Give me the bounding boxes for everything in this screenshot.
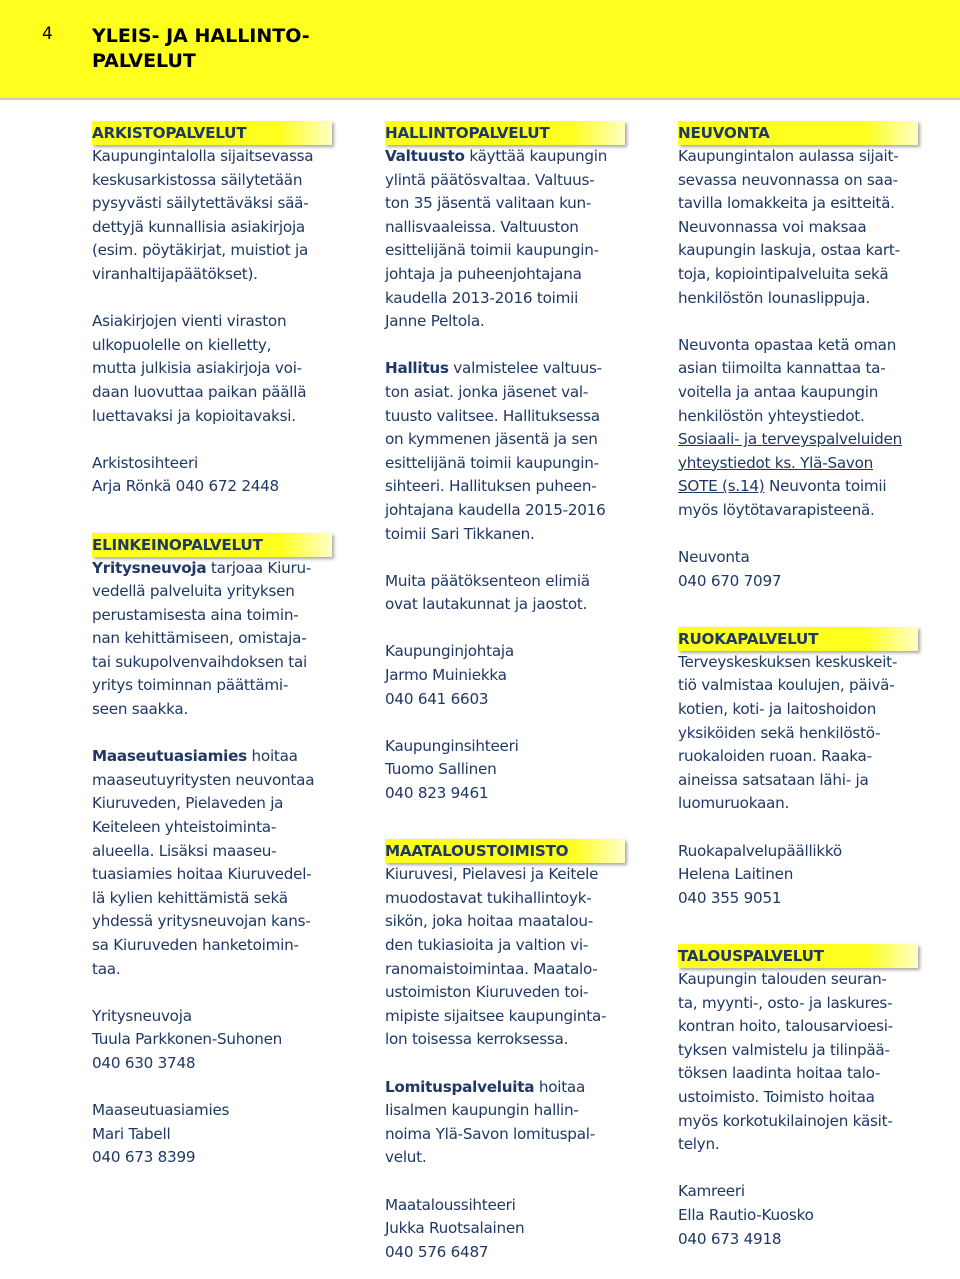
text-line: mutta julkisia asiakirjoja voi- [92, 359, 302, 378]
text-line: sikön, joka hoitaa maatalou- [385, 912, 593, 931]
text-line: 040 823 9461 [385, 784, 489, 803]
text-line: vedellä palveluita yrityksen [92, 582, 295, 601]
text-line: Ella Rautio-Kuosko [678, 1205, 814, 1224]
text-line: yritys toiminnan päättämi- [92, 676, 289, 695]
text-line: henkilöstön yhteystiedot. [678, 406, 865, 425]
arkisto-paragraph-2 [92, 310, 344, 428]
talous-paragraph-1 [678, 968, 930, 1157]
text-line: keskusarkistossa säilytetään [92, 170, 303, 189]
hallinto-contact-1 [385, 640, 637, 711]
text-line: ranomaistoimintaa. Maatalo- [385, 959, 598, 978]
text-line: Terveyskeskuksen keskuskeit- [678, 652, 898, 671]
text-line: tyksen valmistelu ja tilinpää- [678, 1040, 890, 1059]
text-line: muodostavat tukihallintoyk- [385, 888, 592, 907]
text-line: johtaja ja puheenjohtajana [385, 264, 582, 283]
text-line: yhdessä yritysneuvojan kans- [92, 912, 311, 931]
text-line: Kaupungintalolla sijaitsevassa [92, 147, 314, 165]
text-line: Mari Tabell [92, 1124, 171, 1143]
text-line: 040 355 9051 [678, 888, 782, 907]
page-number: 4 [42, 24, 53, 44]
text-line: lon toisessa kerroksessa. [385, 1030, 569, 1049]
text-line: myös korkotukilainojen käsit- [678, 1111, 893, 1130]
text-line: tiö valmistaa koulujen, päivä- [678, 676, 895, 695]
talous-contact [678, 1180, 930, 1251]
text-line: Neuvonnassa voi maksaa [678, 217, 867, 236]
section-heading-neuvonta: NEUVONTA [678, 121, 918, 145]
text-line: esittelijänä toimii kaupungin- [385, 241, 599, 260]
section-heading-ruoka: RUOKAPALVELUT [678, 627, 918, 651]
page-header [0, 0, 960, 100]
hallinto-paragraph-1: Valtuusto käyttää kaupungin ylintä päätösvaltaa. Valtuus- ton 35 jäsentä valitaan kun- nallisvaaleissa. Valtuuston esittelijänä toimii kaupungin- johtaja ja puheenjohtajana kaudella 2013-2016 toimii Janne Peltola. [385, 145, 637, 334]
text-line: yksiköiden sekä henkilöstö- [678, 723, 881, 742]
text-line: Helena Laitinen [678, 865, 794, 884]
text-line: voitella ja antaa kaupungin [678, 382, 879, 401]
neuvonta-contact [678, 546, 930, 593]
text-line: Iisalmen kaupungin hallin- [385, 1101, 579, 1120]
sote-link-line-2[interactable]: yhteystiedot ks. Ylä-Savon [678, 453, 874, 472]
text-line: on kymmenen jäsentä ja sen [385, 430, 598, 449]
text-line: velut. [385, 1148, 427, 1167]
text-line: 040 641 6603 [385, 689, 489, 708]
neuvonta-paragraph-2: Neuvonta opastaa ketä oman asian tiimoilta kannattaa ta- voitella ja antaa kaupungin henkilöstön yhteystiedot. Sosiaali- ja terveyspalveluiden yhteystiedot ks. Ylä-Savon SOTE (s.14) Neuvonta toimii myös löytötavarapisteenä. [678, 334, 930, 523]
column-middle [385, 121, 637, 1264]
text-line: taa. [92, 959, 121, 978]
text-line: ustoimiston Kiuruveden toi- [385, 983, 589, 1002]
text-line: Muita päätöksenteon elimiä [385, 571, 590, 590]
text-line: 040 670 7097 [678, 571, 782, 590]
text-line: (esim. pöytäkirjat, muistiot ja [92, 241, 309, 260]
page-title: YLEIS- JA HALLINTO-PALVELUT [92, 25, 310, 72]
maatalous-paragraph-1 [385, 863, 637, 1052]
text-line: noima Ylä-Savon lomituspal- [385, 1124, 595, 1143]
text-line: Maaseutuasiamies [92, 1101, 230, 1120]
text-line: lä kylien kehittämistä sekä [92, 888, 288, 907]
elinkeino-contact-1 [92, 1005, 344, 1076]
text-line: Neuvonta [678, 548, 750, 567]
elinkeino-contact-2 [92, 1099, 344, 1170]
text-line: mipiste sijaitsee kaupunginta- [385, 1006, 607, 1025]
section-heading-maatalous: MAATALOUSTOIMISTO [385, 839, 625, 863]
text-line: henkilöstön lounaslippuja. [678, 288, 870, 307]
text-line: tuasiamies hoitaa Kiuruvedel- [92, 865, 312, 884]
text-line: ton asiat. jonka jäsenet val- [385, 382, 589, 401]
text-line: tavilla lomakkeita ja esitteitä. [678, 194, 895, 213]
text-line: johtajana kaudella 2015-2016 [385, 500, 606, 519]
section-heading-elinkeino: ELINKEINOPALVELUT [92, 533, 332, 557]
text-line: kotien, koti- ja laitoshoidon [678, 700, 877, 719]
text-line: Tuomo Sallinen [385, 760, 497, 779]
ruoka-contact [678, 840, 930, 911]
text-line: 040 673 8399 [92, 1148, 196, 1167]
text-line: ta, myynti-, osto- ja laskures- [678, 993, 893, 1012]
text-line: 040 576 6487 [385, 1242, 489, 1261]
elinkeino-paragraph-1: Yritysneuvoja tarjoaa Kiuru- vedellä palveluita yrityksen perustamisesta aina toimin- nan kehittämiseen, omistaja- tai sukupolvenvaihdoksen tai yritys toiminnan päättämi- seen saakka. [92, 557, 344, 722]
text-line: nallisvaaleissa. Valtuuston [385, 217, 579, 236]
text-line: Keiteleen yhteistoiminta- [92, 818, 277, 837]
text-line: Tuula Parkkonen-Suhonen [92, 1030, 283, 1049]
text-line: aineissa satsataan lähi- ja [678, 770, 869, 789]
text-line: daan luovuttaa paikan päällä [92, 382, 307, 401]
text-line: kontran hoito, talousarvioesi- [678, 1017, 893, 1036]
text-line: kaudella 2013-2016 toimii [385, 288, 579, 307]
text-line: pysyvästi säilytettäväksi sää- [92, 194, 309, 213]
text-line: luettavaksi ja kopioitavaksi. [92, 406, 296, 425]
text-line: Kaupunginjohtaja [385, 642, 514, 661]
text-line: 040 630 3748 [92, 1053, 196, 1072]
text-line: Kaupungintalon aulassa sijait- [678, 147, 899, 165]
maatalous-paragraph-2: Lomituspalveluita hoitaa Iisalmen kaupungin hallin- noima Ylä-Savon lomituspal- velut. [385, 1076, 637, 1170]
text-line: Asiakirjojen vienti viraston [92, 312, 287, 331]
text-line: töksen laadinta hoitaa talo- [678, 1064, 881, 1083]
hallinto-contact-2 [385, 735, 637, 806]
column-right [678, 121, 930, 1251]
text-line: maaseutuyritysten neuvontaa [92, 770, 315, 789]
text-line: Kiuruvesi, Pielavesi ja Keitele [385, 865, 599, 884]
text-line: Kaupunginsihteeri [385, 736, 519, 755]
text-line: toimii Sari Tikkanen. [385, 524, 535, 543]
text-line: ton 35 jäsentä valitaan kun- [385, 194, 592, 213]
text-line: ulkopuolelle on kielletty, [92, 335, 272, 354]
text-line: Jukka Ruotsalainen [385, 1219, 525, 1238]
text-line: kaupungin laskuja, ostaa kart- [678, 241, 900, 260]
text-line: toja, kopiointipalveluita sekä [678, 264, 889, 283]
text-line: nan kehittämiseen, omistaja- [92, 629, 307, 648]
text-line: Jarmo Muiniekka [385, 666, 507, 685]
text-line: Arkistosihteeri [92, 453, 198, 472]
section-heading-arkisto: ARKISTOPALVELUT [92, 121, 332, 145]
hallinto-paragraph-3 [385, 570, 637, 617]
elinkeino-paragraph-2: Maaseutuasiamies hoitaa maaseutuyritysten neuvontaa Kiuruveden, Pielaveden ja Keiteleen yhteistoiminta- alueella. Lisäksi maaseu- tuasiamies hoitaa Kiuruvedel- lä kylien kehittämistä sekä yhdessä yritysneuvojan kans- sa Kiuruveden hanketoimin- taa. [92, 745, 344, 981]
sote-link-line-3[interactable]: SOTE (s.14) [678, 477, 765, 496]
text-line: ustoimisto. Toimisto hoitaa [678, 1087, 875, 1106]
text-line: Maataloussihteeri [385, 1195, 516, 1214]
section-heading-hallinto: HALLINTOPALVELUT [385, 121, 625, 145]
text-line: perustamisesta aina toimin- [92, 605, 299, 624]
text-line: Neuvonta opastaa ketä oman [678, 335, 897, 354]
text-line: 040 673 4918 [678, 1229, 782, 1248]
text-line: sa Kiuruveden hanketoimin- [92, 936, 299, 954]
text-line: ruokaloiden ruoan. Raaka- [678, 747, 872, 766]
sote-link-line-1[interactable]: Sosiaali- ja terveyspalveluiden [678, 430, 902, 449]
hallinto-paragraph-2: Hallitus valmistelee valtuus- ton asiat. jonka jäsenet val- tuusto valitsee. Hallituksessa on kymmenen jäsentä ja sen esittelijänä toimii kaupungin- sihteeri. Hallituksen puheen- johtajana kaudella 2015-2016 toimii Sari Tikkanen. [385, 357, 637, 546]
text-line: dettyjä kunnallisia asiakirjoja [92, 217, 305, 236]
text-line: tuusto valitsee. Hallituksessa [385, 406, 600, 425]
text-line: Ruokapalvelupäällikkö [678, 841, 842, 860]
text-line: Yritysneuvoja [92, 1006, 192, 1025]
text-line: sevassa neuvonnassa on saa- [678, 170, 898, 189]
text-line: asian tiimoilta kannattaa ta- [678, 359, 886, 378]
column-left [92, 121, 344, 1170]
text-line: alueella. Lisäksi maaseu- [92, 841, 277, 860]
text-line: luomuruokaan. [678, 794, 790, 813]
text-line: den tukiasioita ja valtion vi- [385, 936, 589, 954]
text-line: telyn. [678, 1135, 720, 1154]
arkisto-contact [92, 452, 344, 499]
neuvonta-paragraph-1 [678, 145, 930, 310]
text-line: sihteeri. Hallituksen puheen- [385, 477, 597, 496]
text-line: Kamreeri [678, 1182, 745, 1201]
text-line: Arja Rönkä 040 672 2448 [92, 477, 279, 496]
text-line: esittelijänä toimii kaupungin- [385, 453, 599, 472]
text-line: Kiuruveden, Pielaveden ja [92, 794, 284, 813]
section-heading-talous: TALOUSPALVELUT [678, 944, 918, 968]
text-line: ylintä päätösvaltaa. Valtuus- [385, 170, 595, 189]
text-line: Kaupungin talouden seuran- [678, 970, 887, 988]
text-line: viranhaltijapäätökset). [92, 264, 258, 283]
arkisto-paragraph-1 [92, 145, 344, 287]
text-line: seen saakka. [92, 700, 189, 719]
ruoka-paragraph-1 [678, 651, 930, 816]
maatalous-contact [385, 1194, 637, 1265]
text-line: ovat lautakunnat ja jaostot. [385, 595, 588, 614]
text-line: Janne Peltola. [385, 312, 485, 331]
text-line: tai sukupolvenvaihdoksen tai [92, 652, 307, 671]
